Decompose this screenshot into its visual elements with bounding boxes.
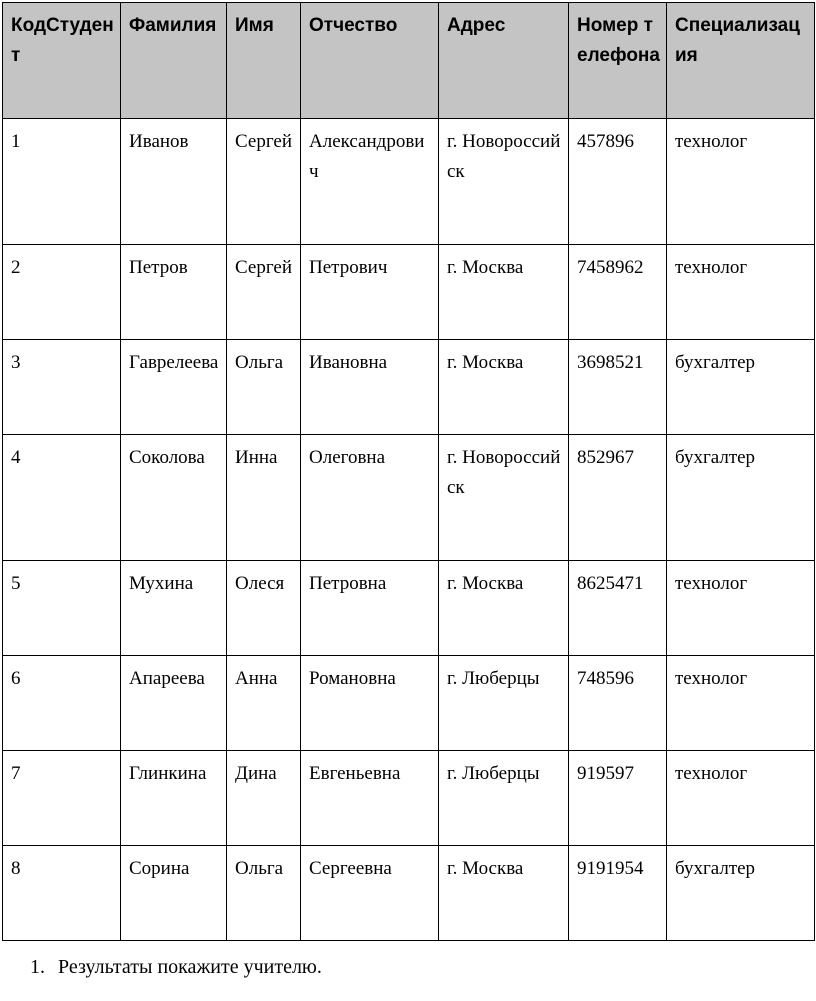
cell-first-name: Ольга: [227, 846, 301, 941]
cell-specialization: технолог: [667, 245, 815, 340]
cell-phone: 7458962: [569, 245, 667, 340]
cell-specialization: бухгалтер: [667, 435, 815, 561]
cell-student-id: 8: [3, 846, 121, 941]
header-patronymic: Отчество: [301, 3, 439, 119]
footer-instructions: [30, 952, 322, 982]
cell-specialization: технолог: [667, 119, 815, 245]
list-item-number: 1.: [30, 956, 45, 978]
cell-student-id: 5: [3, 561, 121, 656]
cell-patronymic: Александрович: [301, 119, 439, 245]
cell-patronymic: Олеговна: [301, 435, 439, 561]
cell-specialization: технолог: [667, 656, 815, 751]
cell-first-name: Сергей: [227, 245, 301, 340]
cell-last-name: Петров: [121, 245, 227, 340]
cell-patronymic: Петрович: [301, 245, 439, 340]
cell-phone: 9191954: [569, 846, 667, 941]
cell-patronymic: Романовна: [301, 656, 439, 751]
cell-student-id: 2: [3, 245, 121, 340]
cell-specialization: технолог: [667, 751, 815, 846]
table-row: [3, 245, 815, 340]
table-row: [3, 435, 815, 561]
cell-phone: 852967: [569, 435, 667, 561]
table-header-row: [3, 3, 815, 119]
list-item-text: Результаты покажите учителю.: [58, 956, 322, 978]
cell-first-name: Инна: [227, 435, 301, 561]
cell-last-name: Сорина: [121, 846, 227, 941]
cell-student-id: 3: [3, 340, 121, 435]
table-row: [3, 846, 815, 941]
cell-specialization: бухгалтер: [667, 846, 815, 941]
cell-patronymic: Петровна: [301, 561, 439, 656]
header-address: Адрес: [439, 3, 569, 119]
table-row: [3, 656, 815, 751]
table-row: [3, 340, 815, 435]
table-row: [3, 751, 815, 846]
cell-address: г. Москва: [439, 561, 569, 656]
cell-address: г. Люберцы: [439, 751, 569, 846]
cell-address: г. Новороссийск: [439, 119, 569, 245]
cell-phone: 457896: [569, 119, 667, 245]
cell-student-id: 7: [3, 751, 121, 846]
cell-address: г. Люберцы: [439, 656, 569, 751]
cell-phone: 3698521: [569, 340, 667, 435]
list-item: [30, 952, 322, 982]
cell-address: г. Новороссийск: [439, 435, 569, 561]
cell-student-id: 1: [3, 119, 121, 245]
header-specialization: Специализация: [667, 3, 815, 119]
cell-patronymic: Евгеньевна: [301, 751, 439, 846]
table-row: [3, 119, 815, 245]
cell-first-name: Олеся: [227, 561, 301, 656]
cell-address: г. Москва: [439, 846, 569, 941]
header-last-name: Фамилия: [121, 3, 227, 119]
cell-student-id: 6: [3, 656, 121, 751]
header-first-name: Имя: [227, 3, 301, 119]
cell-last-name: Соколова: [121, 435, 227, 561]
cell-specialization: технолог: [667, 561, 815, 656]
cell-student-id: 4: [3, 435, 121, 561]
cell-last-name: Апареева: [121, 656, 227, 751]
cell-first-name: Дина: [227, 751, 301, 846]
cell-last-name: Мухина: [121, 561, 227, 656]
cell-last-name: Гаврелеева: [121, 340, 227, 435]
cell-address: г. Москва: [439, 340, 569, 435]
cell-phone: 748596: [569, 656, 667, 751]
header-student-id: КодСтудент: [3, 3, 121, 119]
cell-patronymic: Ивановна: [301, 340, 439, 435]
cell-specialization: бухгалтер: [667, 340, 815, 435]
cell-address: г. Москва: [439, 245, 569, 340]
cell-first-name: Анна: [227, 656, 301, 751]
cell-phone: 8625471: [569, 561, 667, 656]
cell-patronymic: Сергеевна: [301, 846, 439, 941]
cell-first-name: Ольга: [227, 340, 301, 435]
cell-last-name: Глинкина: [121, 751, 227, 846]
cell-phone: 919597: [569, 751, 667, 846]
cell-last-name: Иванов: [121, 119, 227, 245]
cell-first-name: Сергей: [227, 119, 301, 245]
header-phone: Номер телефона: [569, 3, 667, 119]
table-row: [3, 561, 815, 656]
students-table: [2, 2, 815, 941]
